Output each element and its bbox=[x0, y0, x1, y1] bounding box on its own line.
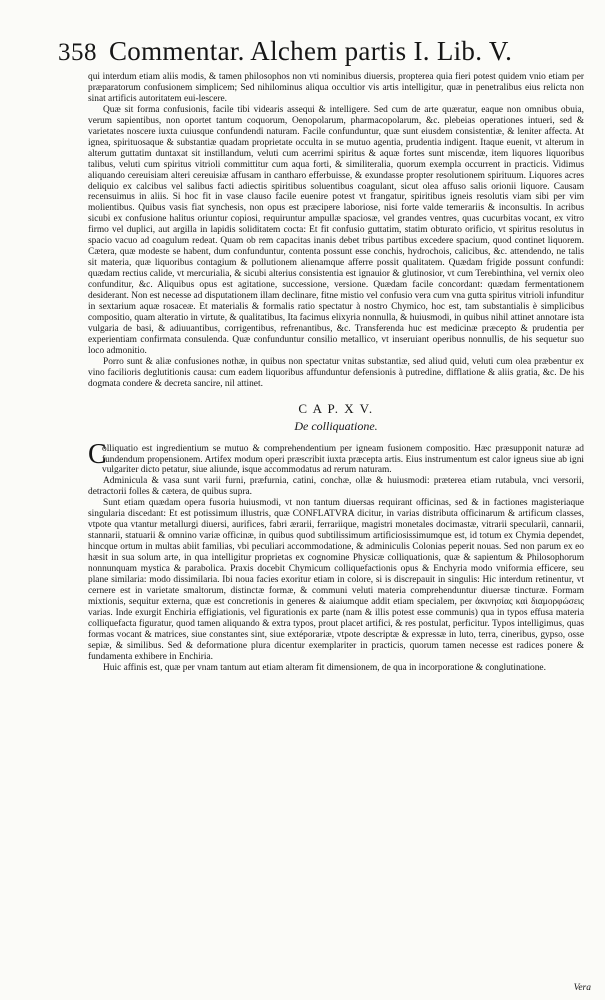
chapter-first-paragraph bbox=[88, 438, 584, 477]
running-title: Commentar. Alchem partis I. Lib. V. bbox=[109, 36, 513, 66]
paragraph: Sunt etiam quædam opera fusoria huiusmodi, vt non tantum diuersas requirant officinas, sed & in factiones magisteriaque singularia discedant: Et est potissimum illustris, quæ CONFLATVRA dicitur, in varias distributa officinarum & artificum classes, vtpote qua vtantur metallurgi diuersi, aurifices, fabri ærarii, ferrariique, magistri monetales docimastæ, vitrarii speculariì, cannarii, stannarii, statuarii & omnino variæ officinæ, in quibus quod subtilissimum artificiosissimumque est, id totum ex Chymia dependet, hincque ortum in multas abiit familias, vbi peculiari accommodatione, & adminiculis Colonias peperit nouas. Sed non parum ex eo hæsit in sua solum arte, in qua intelligitur proprietas ex cognomine Physicæ colliquationis, quæ & sapientum & Philosophorum nonnunquam mystica & parabolica. Praxis docebit Chymicum colliquefactionis opus & Enchyria modo vniformia efficere, seu plane similaria: modo dissimilaria. Ibi noua facies exoritur etiam in colore, si is discrepauit in singulis: Hic interdum retinentur, vt cernere est in varietate smaltorum, distinctæ formæ, & communi veluti materia comprehenduntur diuersæ tincturæ. Formam mixtionis, sequitur externa, quæ est concretionis in generes & aiaiumque addit etiam specialem, per ἀκινησίας καὶ διαμορφώσεις varias. Inde exurgit Enchiria effigiationis, vel figurationis ex parte (nam & illis potest esse communis) qua in typos effusa materia colliquefacta figuratur, quod tamen aliquando & extra typos, prout placet artifici, & res postulat, perficitur. Typos intelligimus, quas formas vocant & matrices, siue constantes sint, siue extéporariæ, vtpote descriptæ & expressæ in luto, terra, cineribus, gypso, osse sepiæ, & similibus. Sed & deformatione plura dicentur exemplariter in practicis, quorum tamen necesse est radices ponere & fundamenta exhibere in Enchiria. bbox=[88, 498, 584, 662]
chapter-title: De colliquatione. bbox=[294, 418, 378, 433]
text-body bbox=[88, 72, 584, 674]
drop-capital: C bbox=[88, 438, 107, 470]
page-number: 358 bbox=[58, 39, 97, 66]
paragraph: Quæ sit forma confusionis, facile tibi videaris assequi & intelligere. Sed cum de arte quæratur, eaque non omnibus obuia, verum sapientibus, non oportet tantum coquorum, Oenopolarum, pharmacopolarum, &c. plebeias operationes intueri, sed & varietates noscere iuxta cuiusque confundendi naturam. Facile confunduntur, quæ sunt eiusdem consistentiæ, & leniter affecta. At ignea, spirituosaque & substantiæ quadam proprietate occulta in se mutuo agentia, prudentia indigent. Itaque euenit, vt alterum in alterum guttatim duntaxat sit instillandum, veluti cum acerrimi spiritus & aquæ fortes sunt miscendæ, item liquores liquoribus talibus, veluti cum spiritus vitrioli committitur cum aqua forti, & similiteralia, quorum exempla occurrent in practicis. Vidimus aliquando cereuisiam alteri cereuisiæ affusam in cantharo efferbuisse, & exundasse propter resolutionem spirituum. Liquores acres deliquio ex calcibus vel salibus facti adiectis spiritibus soluentibus coagulant, sicut olea affuso salis orionii liquore. Causam recensuimus in aliis. Si hoc fit in vase clauso facile euenire potest vt frangatur, spiritibus igneis resolutis viam sibi per vim molientibus. Quibus vasis fiat synchesis, non opus est præcipere laboriose, nisi forte valde temerariis & inconsultis. In acribus sicubi ex confusione halitus oriuntur copiosi, requiruntur ampullæ spaciosæ, vel grandes ventres, quas cucurbitas vocant, ex vitro firmo vel duplici, aut argilla in lapidis soliditatem cocta: Et fit confusio guttatim, statim obturato orificio, vt spiritus resolutus in spacio vacuo ad coagulum redeat. Quam ob rem capacitas inanis debet tribus partibus excedere spacium, quod continet liquorem. Cætera, quæ modeste se habent, dum confunduntur, contenta possunt esse conchis, hydrochois, calicibus, &c. attendendo, ne talis sit materia, quæ liquoribus contagium & pollutionem alienamque afferre possit qualitatem. Quædam frigide possunt confundi: quædam rectius calide, vt mercurialia, & sicubi alterius consistentia est ignauior & glutinosior, vt cum Terebinthina, vel vernix oleo confunditur, &c. Aliquibus opus est agitatione, successione, versione. Quædam facile concordant: quædam fermentationem desiderant. Non est necesse ad disputationem illam declinare, fitne mistio vel confusio vera cum vna gutta spiritus vitrioli infunditur in sextarium aquæ rosaceæ. Et materialis & formalis ratio spectatur à nostro Chymico, hoc est, tam substantialis è simplicibus compositio, quam alteratio in virtute, & qualitatibus, Ita facimus elixyria nonnulla, & huiusmodi, in quibus nihil attinet annotare ista vulgaria de basi, & adiuuantibus, corrigentibus, refrenantibus, &c. Transferenda huc est medicinæ præcepto & prudentia per experientiam confirmata consulenda. Quæ confunduntur consilio metallico, vt inseruiant operibus nonnullis, de his sequetur suo loco admonitio. bbox=[88, 104, 585, 356]
catchword: Vera bbox=[573, 983, 591, 993]
paragraph: qui interdum etiam aliis modis, & tamen philosophos non vti nominibus diuersis, propterea quia fieri potest quidem vnio etiam per præparatorum confusionem simplicem; Sed nihilominus aliqua occultior vis artis intelligitur, quæ in penetralibus eius relicta non sinat artificis autoritatem eui-lescere. bbox=[88, 72, 584, 104]
chapter-number: C A P. X V. bbox=[298, 400, 374, 416]
paragraph: olliquatio est ingredientium se mutuo & comprehendentium per igneam fusionem compositio. Hæc præsupponit naturæ ad fundendum propensionem. Artifex modum operi præscribit iuxta præcepta artis. Eius instrumentum est calor igneus siue ab igni vulgariter dicto petatur, siue aliunde, isque accommodatus ad rerum naturam. bbox=[102, 443, 584, 476]
paragraph: Huic affinis est, quæ per vnam tantum aut etiam alteram fit dimensionem, de qua in incorporatione & conglutinatione. bbox=[103, 662, 546, 673]
running-head bbox=[58, 36, 598, 70]
paragraph: Porro sunt & aliæ confusiones nothæ, in quibus non spectatur vnitas substantiæ, sed aliud quid, veluti cum olea præbentur ex vino facilioris deglutitionis causa: cum eadem liquoribus affunduntur defensionis à putredine, difflatione & aliis gratia, &c. De his dogmata condere & decreta sancire, nil attinet. bbox=[88, 356, 584, 389]
paragraph: Adminicula & vasa sunt varii furni, præfurnia, catini, conchæ, ollæ & huiusmodi: præterea etiam rutabula, vnci versorii, detractorii folles & cætera, de quibus supra. bbox=[88, 476, 584, 498]
